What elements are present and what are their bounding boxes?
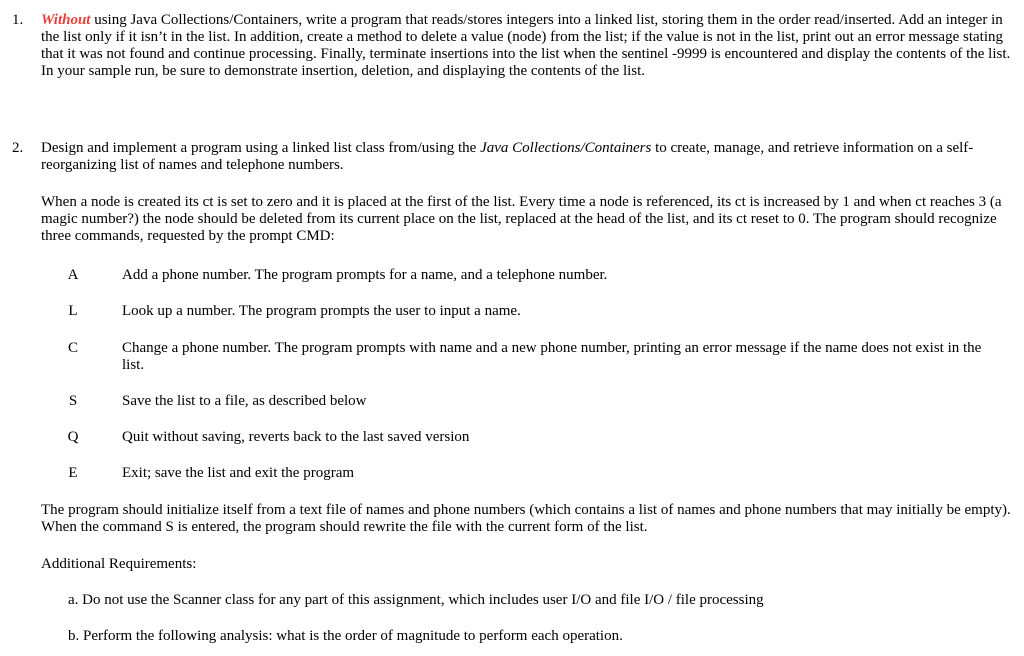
command-description: Change a phone number. The program prompts with name and a new phone number, printing an error message if the name does not exist in the list. (122, 340, 982, 373)
question-1-body: using Java Collections/Containers, write a program that reads/stores integers into a linked list, storing them in the order read/inserted. Add an integer in the list only if it isn’t in the list. In addition, create a method to delete a value (node) from the list; if the value is not in the list, print out an error message stating that it was not found and continue processing. Finally, terminate insertions into the list when the sentinel -9999 is encountered and display the contents of the list. In your sample run, be sure to demonstrate insertion, deletion, and displaying the contents of the list. (41, 12, 1011, 79)
command-description: Save the list to a file, as described below (122, 393, 367, 409)
command-description: Quit without saving, reverts back to the last saved version (122, 429, 470, 445)
question-2-intro (41, 140, 1011, 174)
command-letter: S (68, 393, 78, 409)
command-letter: C (67, 340, 78, 356)
requirement-item: b. Perform the following analysis: what is the order of magnitude to perform each operation. (68, 628, 623, 644)
question-2-intro-italic: Java Collections/Containers (480, 140, 652, 156)
command-letter: Q (67, 429, 79, 445)
question-2-intro-before: Design and implement a program using a linked list class from/using the (41, 140, 481, 156)
init-paragraph: The program should initialize itself from a text file of names and phone numbers (which contains a list of names and phone numbers that may initially be empty). When the command S is entered, the program should rewrite the file with the current form of the list. (41, 502, 1011, 535)
command-description: Look up a number. The program prompts the user to input a name. (122, 303, 521, 319)
command-letter: E (68, 465, 78, 481)
question-1-text (41, 12, 1011, 80)
question-1-number: 1. (12, 12, 24, 28)
requirement-item: a. Do not use the Scanner class for any part of this assignment, which includes user I/O and file I/O / file processing (68, 592, 764, 608)
question-2-number: 2. (12, 140, 24, 156)
command-description: Exit; save the list and exit the program (122, 465, 355, 481)
command-description: Add a phone number. The program prompts for a name, and a telephone number. (122, 267, 608, 283)
question-2-intro-after: to create, manage, and retrieve information on a self-reorganizing list of names and telephone numbers. (41, 140, 974, 173)
command-letter: L (68, 303, 78, 319)
question-1-emphasis: Without (41, 12, 91, 28)
additional-requirements-heading: Additional Requirements: (41, 556, 197, 572)
node-paragraph: When a node is created its ct is set to zero and it is placed at the first of the list. Every time a node is referenced, its ct is increased by 1 and when ct reaches 3 (a magic number?) the node should be deleted from its current place on the list, replaced at the head of the list, and its ct reset to 0. The program should recognize three commands, requested by the prompt CMD: (41, 194, 1002, 244)
command-letter: A (67, 267, 79, 283)
